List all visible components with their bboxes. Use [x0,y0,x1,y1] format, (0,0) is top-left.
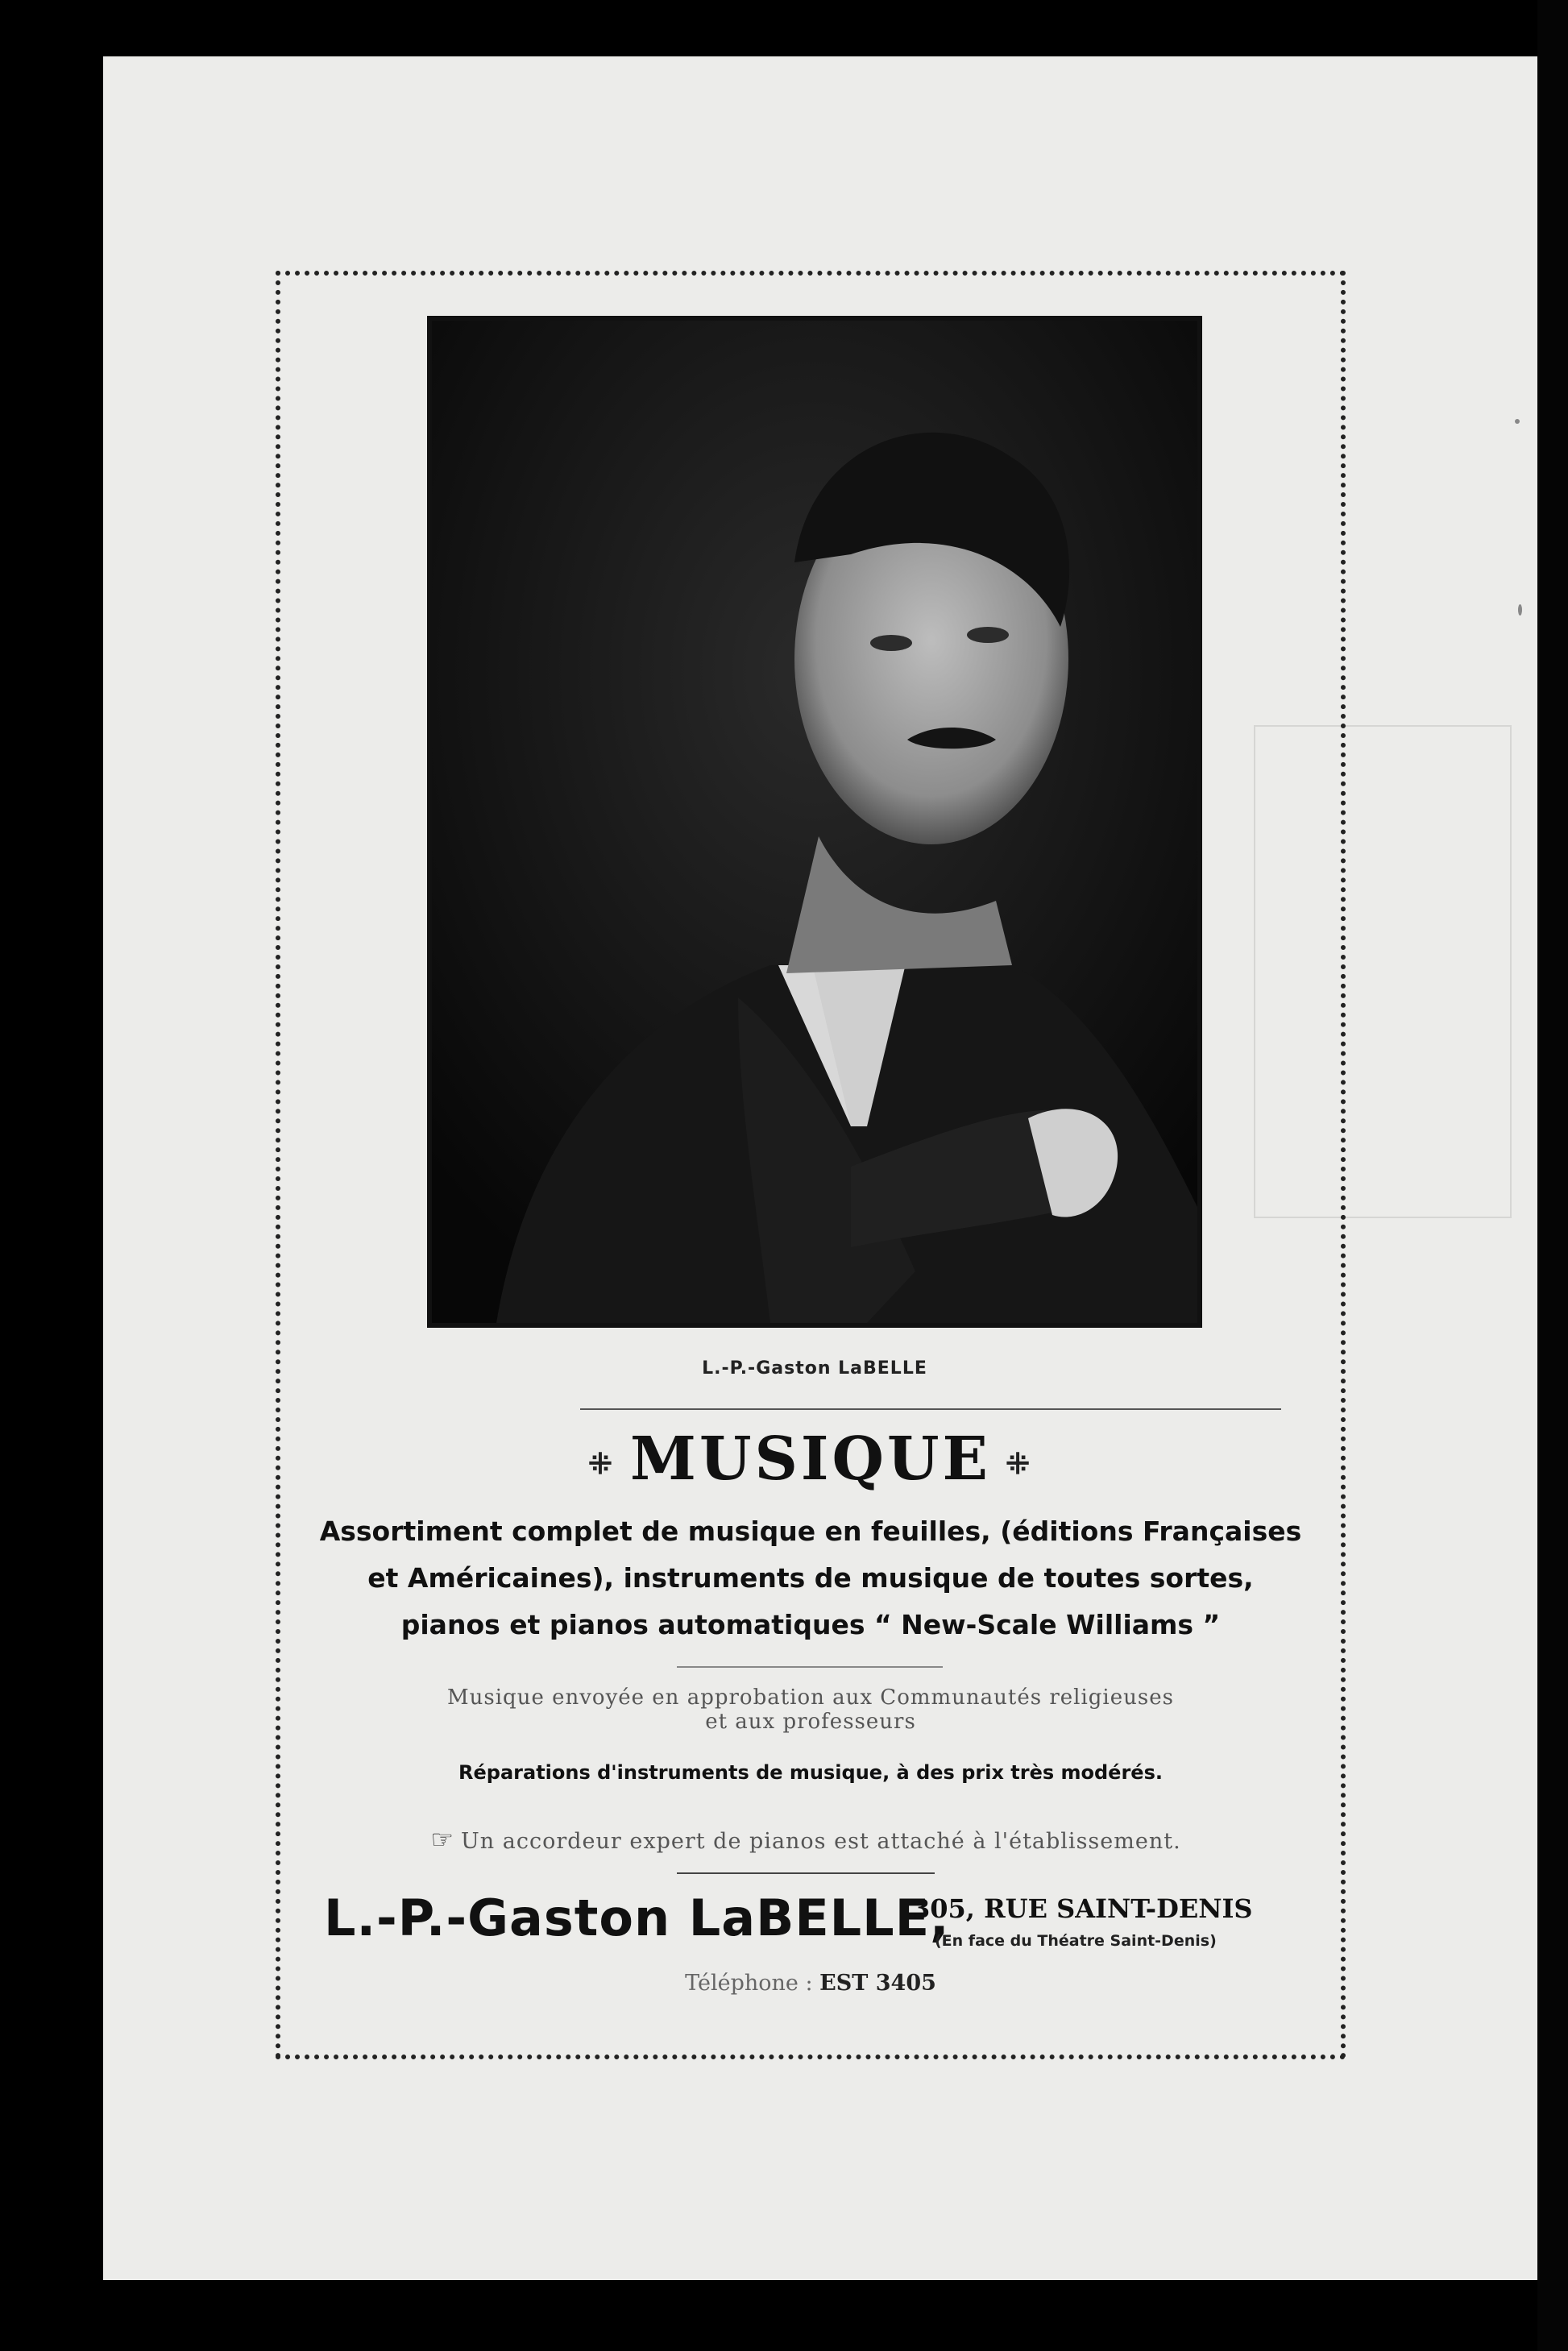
pointing-hand-icon: ☞ [430,1824,454,1855]
tuner-text: Un accordeur expert de pianos est attaché à l'établissement. [461,1829,1181,1854]
divider [677,1872,935,1874]
portrait-photo [427,316,1202,1328]
description-line: et Américaines), instruments de musique de toutes sortes, [367,1562,1254,1594]
phone-number: EST 3405 [819,1971,936,1996]
divider [580,1408,1281,1410]
flourish-left-icon: ⁜ [587,1446,616,1481]
scan-edge [1537,0,1568,2351]
address-landmark: (En face du Théatre Saint-Denis) [935,1932,1217,1950]
street-address: 305, RUE SAINT-DENIS [912,1893,1253,1924]
repairs-note: Réparations d'instruments de musique, à des prix très modérés. [458,1761,1163,1784]
scan-speck [1515,419,1520,424]
scan-speck [1518,604,1522,616]
portrait-illustration [432,321,1197,1323]
approval-line: Musique envoyée en approbation aux Communautés religieuses [447,1686,1174,1710]
headline [276,1424,1346,1494]
photo-caption: L.-P.-Gaston LaBELLE [702,1358,927,1379]
approval-note [276,1686,1346,1734]
flourish-right-icon: ⁜ [1005,1446,1034,1481]
headline-text: MUSIQUE [630,1424,991,1494]
phone-line [276,1971,1346,1996]
description-line: Assortiment complet de musique en feuilles, (éditions Françaises [319,1516,1302,1547]
business-name: L.-P.-Gaston LaBELLE, [324,1889,950,1947]
tuner-note [322,1824,1289,1855]
divider [677,1666,943,1668]
approval-line: et aux professeurs [705,1710,916,1734]
phone-label: Téléphone : [685,1971,813,1996]
description [276,1508,1346,1648]
description-line: pianos et pianos automatiques “ New-Scale Williams ” [400,1609,1221,1640]
